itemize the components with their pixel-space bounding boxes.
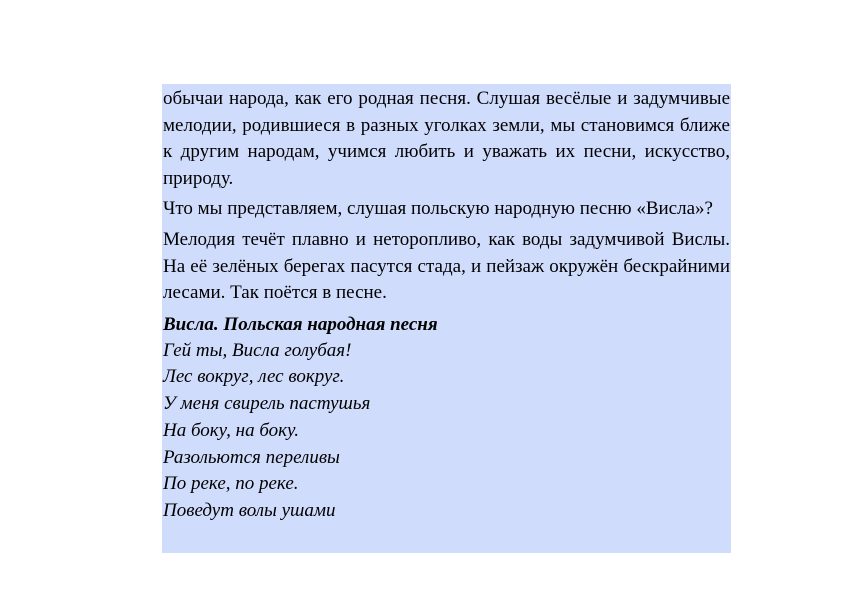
intro-paragraph: обычаи народа, как его родная песня. Слушая весёлые и задумчивые мелодии, родившиеся в разных уголках земли, мы становимся ближе к другим народам, учимся любить и уважать их песни, искусство, природу. xyxy=(163,88,730,189)
poem-line: Гей ты, Висла голубая! xyxy=(163,339,352,361)
question-paragraph: Что мы представляем, слушая польскую народную песню «Висла»? xyxy=(163,198,713,220)
poem-line: По реке, по реке. xyxy=(163,473,299,495)
text-block xyxy=(162,84,731,553)
poem-line: Поведут волы ушами xyxy=(163,499,336,521)
poem-title: Висла. Польская народная песня xyxy=(163,313,438,335)
poem-line: Лес вокруг, лес вокруг. xyxy=(163,366,345,388)
poem-line: У меня свирель пастушья xyxy=(163,393,371,415)
poem-line: Разольются переливы xyxy=(163,446,340,468)
poem-line: На боку, на боку. xyxy=(163,419,300,441)
melody-paragraph: Мелодия течёт плавно и неторопливо, как воды задумчивой Вислы. На её зелёных берегах пасутся стада, и пейзаж окружён бескрайними лесами. Так поётся в песне. xyxy=(163,228,730,304)
